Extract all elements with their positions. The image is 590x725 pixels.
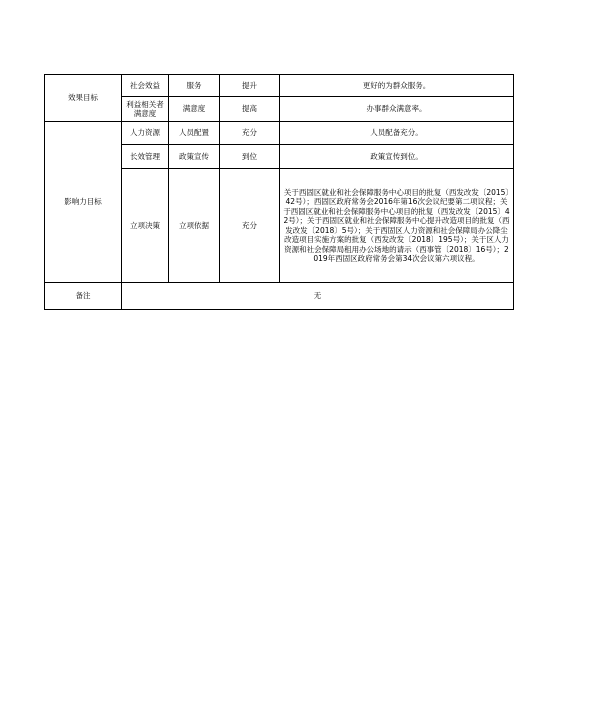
indicator-cell: 立项依据: [169, 169, 220, 283]
description-cell: 办事群众满意率。: [280, 97, 514, 122]
description-cell: 政策宣传到位。: [280, 145, 514, 169]
description-cell: 更好的为群众服务。: [280, 75, 514, 97]
indicator-cell: 服务: [169, 75, 220, 97]
value-cell: 提高: [220, 97, 280, 122]
remark-label: 备注: [45, 283, 122, 310]
value-cell: 充分: [220, 122, 280, 145]
value-cell: 充分: [220, 169, 280, 283]
remark-value: 无: [122, 283, 514, 310]
sub-category-cell: 立项决策: [122, 169, 169, 283]
sub-category-cell: 社会效益: [122, 75, 169, 97]
value-cell: 到位: [220, 145, 280, 169]
indicator-cell: 政策宣传: [169, 145, 220, 169]
value-cell: 提升: [220, 75, 280, 97]
table-row: [45, 283, 514, 310]
sub-category-cell: 利益相关者满意度: [122, 97, 169, 122]
indicator-cell: 满意度: [169, 97, 220, 122]
sub-category-cell: 长效管理: [122, 145, 169, 169]
description-cell: 关于西固区就业和社会保障服务中心项目的批复（西发改发〔2015〕42号）；西固区政府常务会2016年第16次会议纪要第二项议程；关于西固区就业和社会保障服务中心项目的批复（西发改发〔2015〕42号）；关于西固区就业和社会保障服务中心提升改造项目的批复（西发改发〔2018〕5号）；关于西固区人力资源和社会保障局办公降尘改造项目实施方案的批复（西发改发〔2018〕195号）；关于区人力资源和社会保障局租用办公场地的请示（西事管〔2018〕16号）；2019年西固区政府常务会第34次会议第六项议程。: [280, 169, 514, 283]
category-cell-impact: 影响力目标: [45, 122, 122, 283]
description-cell: 人员配备充分。: [280, 122, 514, 145]
goals-table: [44, 74, 514, 310]
category-cell-effect: 效果目标: [45, 75, 122, 122]
indicator-cell: 人员配置: [169, 122, 220, 145]
sub-category-cell: 人力资源: [122, 122, 169, 145]
table-row: [45, 75, 514, 97]
table-row: [45, 122, 514, 145]
